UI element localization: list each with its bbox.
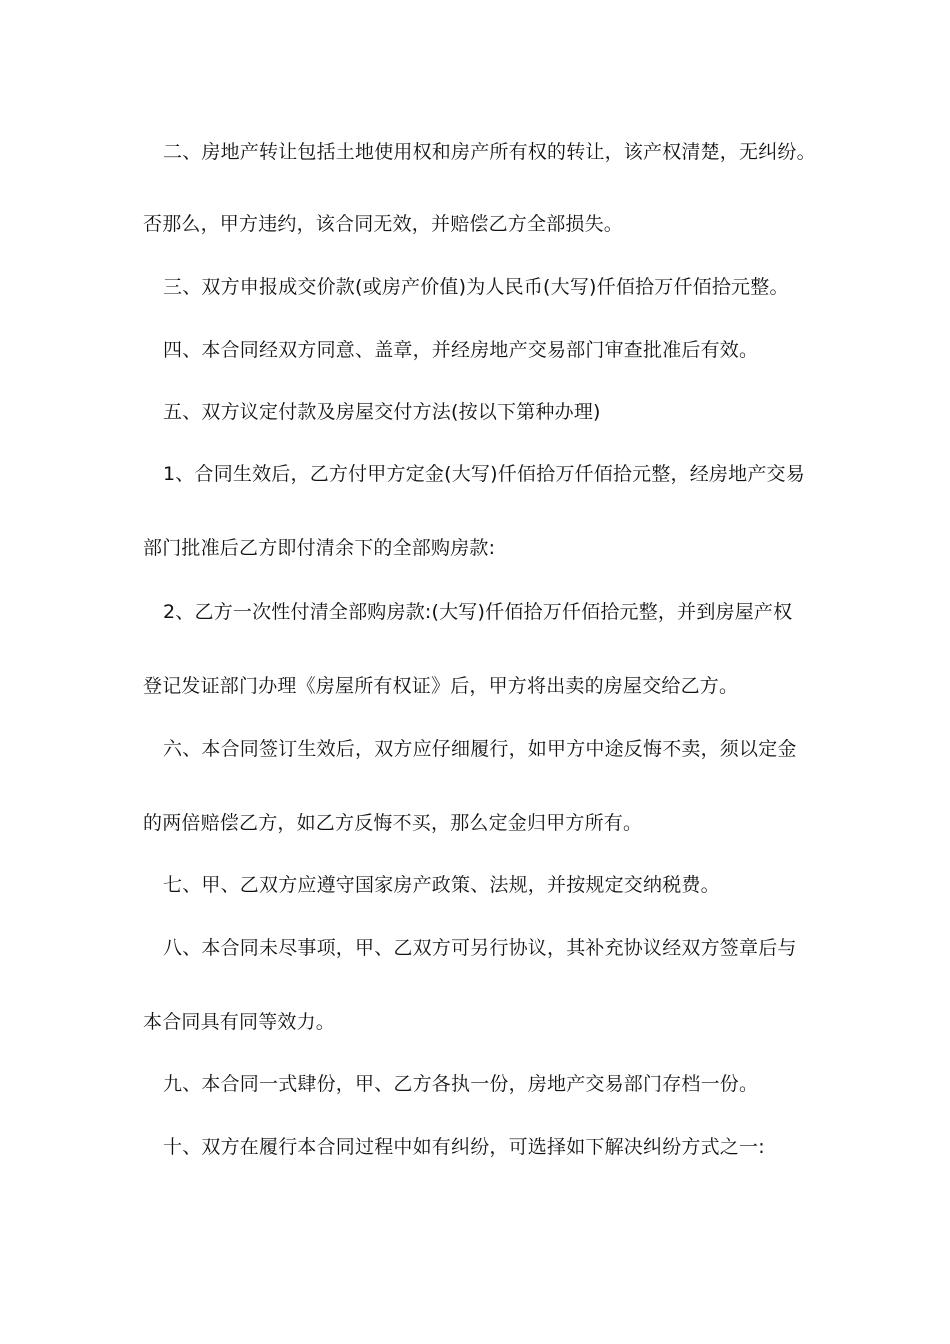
clause-7: 七、甲、乙双方应遵守国家房产政策、法规，并按规定交纳税费。 [163, 874, 720, 896]
clause-8-line-2: 本合同具有同等效力。 [143, 1011, 336, 1033]
clause-9: 九、本合同一式肆份，甲、乙方各执一份，房地产交易部门存档一份。 [163, 1073, 759, 1095]
clause-6-line-1: 六、本合同签订生效后，双方应仔细履行，如甲方中途反悔不卖，须以定金 [163, 738, 797, 760]
clause-4: 四、本合同经双方同意、盖章，并经房地产交易部门审查批准后有效。 [163, 339, 759, 361]
clause-2-line-2: 否那么，甲方违约，该合同无效，并赔偿乙方全部损失。 [143, 213, 624, 235]
clause-2-line-1: 二、房地产转让包括土地使用权和房产所有权的转让，该产权清楚，无纠纷。 [163, 141, 816, 163]
clause-6-line-2: 的两倍赔偿乙方，如乙方反悔不买，那么定金归甲方所有。 [143, 812, 643, 834]
clause-3: 三、双方申报成交价款(或房产价值)为人民币(大写)仟佰拾万仟佰拾元整。 [163, 276, 789, 298]
clause-5-item-1-line-1: 1、合同生效后，乙方付甲方定金(大写)仟佰拾万仟佰拾元整，经房地产交易 [163, 463, 805, 485]
clause-5-item-1-line-2: 部门批准后乙方即付清余下的全部购房款: [143, 537, 496, 559]
clause-8-line-1: 八、本合同未尽事项，甲、乙双方可另行协议，其补充协议经双方签章后与 [163, 937, 797, 959]
clause-5-item-2-line-2: 登记发证部门办理《房屋所有权证》后，甲方将出卖的房屋交给乙方。 [143, 675, 739, 697]
clause-5-item-2-line-1: 2、乙方一次性付清全部购房款:(大写)仟佰拾万仟佰拾元整，并到房屋产权 [163, 601, 793, 623]
clause-5: 五、双方议定付款及房屋交付方法(按以下第种办理) [163, 401, 601, 423]
clause-10: 十、双方在履行本合同过程中如有纠纷，可选择如下解决纠纷方式之一: [163, 1136, 765, 1158]
